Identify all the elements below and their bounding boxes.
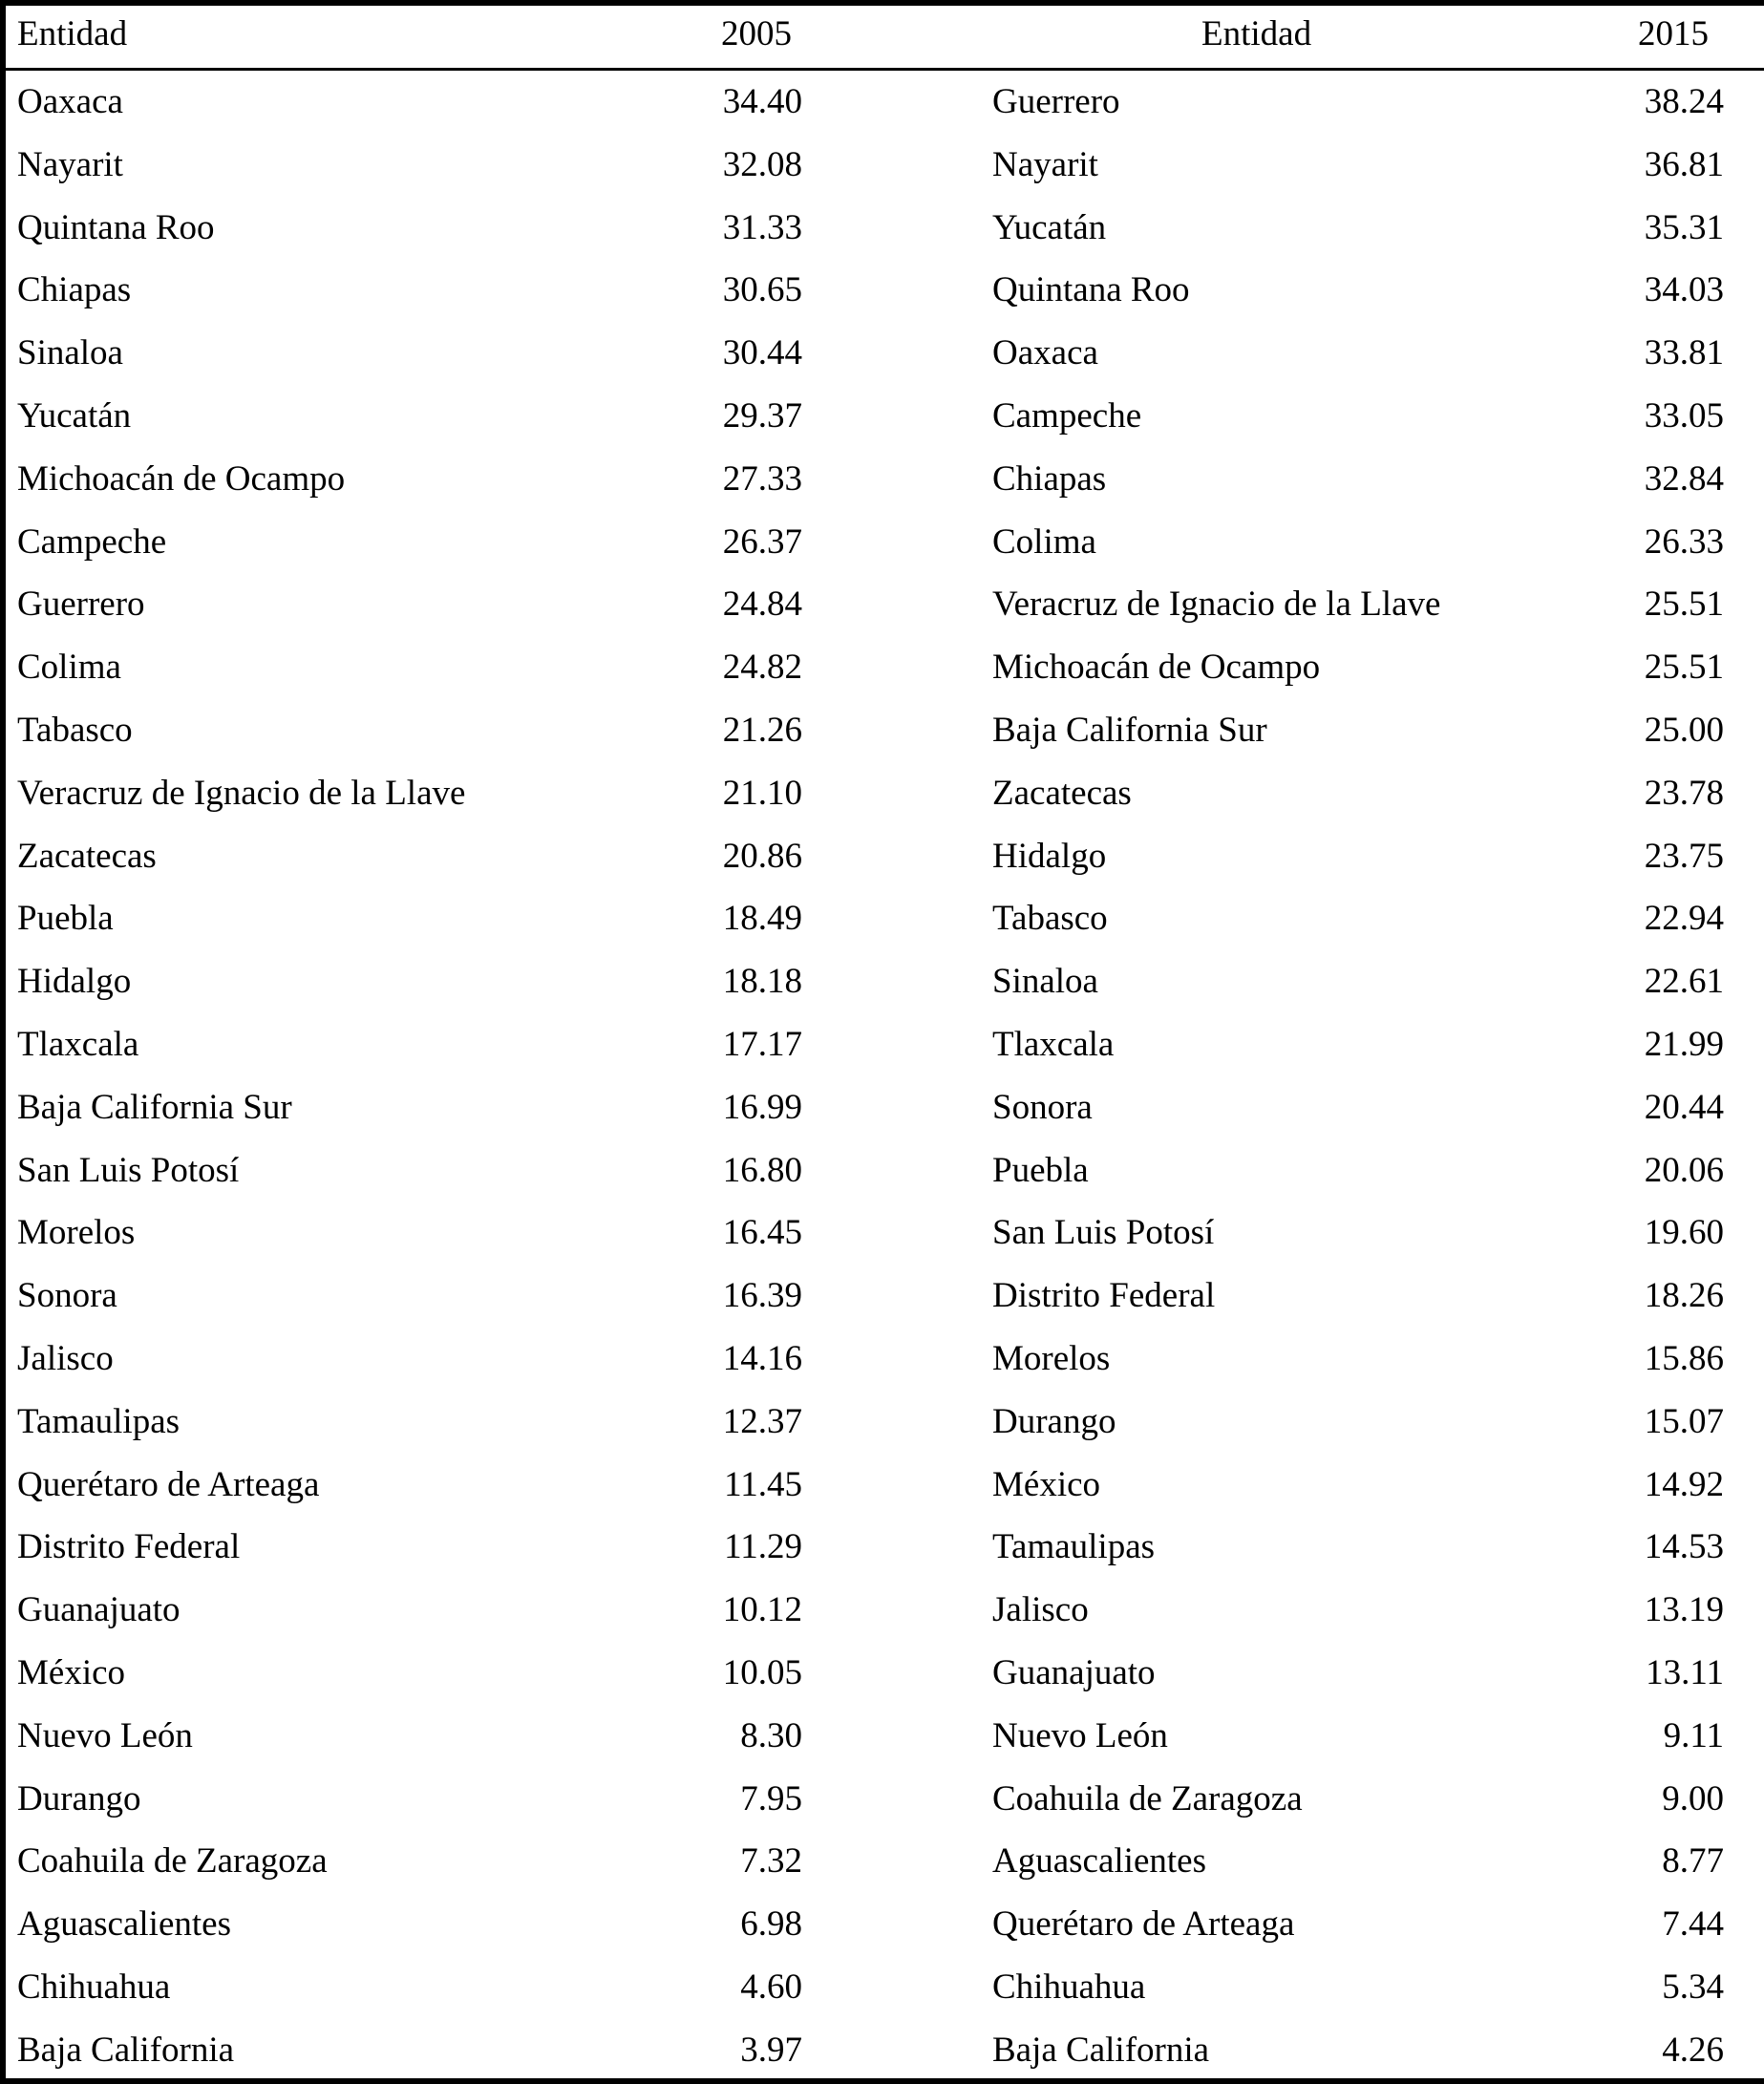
entity-name-2015: Veracruz de Ignacio de la Llave [992,585,1441,624]
entity-name-2005: México [17,1653,126,1692]
value-2005: 34.40 [722,82,802,121]
value-2005: 18.18 [722,962,802,1001]
entity-name-2015: Chihuahua [992,1967,1146,2007]
entity-name-2005: Coahuila de Zaragoza [17,1841,328,1881]
entity-name-2005: Morelos [17,1213,136,1252]
value-2015: 13.11 [1646,1653,1724,1692]
entity-name-2015: Tamaulipas [992,1527,1156,1566]
value-2015: 25.51 [1644,648,1724,687]
entity-name-2005: Hidalgo [17,962,132,1001]
value-2015: 8.77 [1662,1841,1724,1881]
value-2005: 17.17 [722,1025,802,1064]
entity-name-2015: Nuevo León [992,1716,1168,1755]
entity-name-2005: Veracruz de Ignacio de la Llave [17,774,466,813]
value-2015: 19.60 [1644,1213,1724,1252]
value-2005: 6.98 [740,1904,802,1944]
value-2015: 22.61 [1644,962,1724,1001]
entity-name-2005: Campeche [17,522,167,562]
value-2015: 26.33 [1644,522,1724,562]
entity-name-2005: Oaxaca [17,82,123,121]
value-2005: 16.45 [722,1213,802,1252]
entity-name-2015: Tlaxcala [992,1025,1115,1064]
entity-name-2015: Zacatecas [992,774,1132,813]
value-2005: 16.80 [722,1151,802,1190]
entity-name-2015: Guanajuato [992,1653,1156,1692]
value-2015: 33.81 [1644,333,1724,372]
header-entity-2005: Entidad [17,14,128,53]
entity-name-2015: Tabasco [992,899,1108,938]
value-2005: 10.05 [722,1653,802,1692]
entity-name-2015: Guerrero [992,82,1120,121]
entity-name-2015: Sinaloa [992,962,1098,1001]
value-2015: 7.44 [1662,1904,1724,1944]
value-2015: 35.31 [1644,208,1724,247]
entity-name-2005: Nuevo León [17,1716,193,1755]
value-2015: 21.99 [1644,1025,1724,1064]
value-2005: 7.32 [740,1841,802,1881]
value-2015: 20.06 [1644,1151,1724,1190]
value-2015: 38.24 [1644,82,1724,121]
entity-name-2015: San Luis Potosí [992,1213,1215,1252]
header-entity-2015: Entidad [1201,14,1312,53]
entity-name-2015: Puebla [992,1151,1089,1190]
entity-name-2005: Colima [17,648,121,687]
entity-name-2005: Distrito Federal [17,1527,241,1566]
entity-name-2015: Baja California Sur [992,711,1267,750]
entity-name-2015: Quintana Roo [992,270,1190,309]
value-2005: 30.44 [722,333,802,372]
value-2015: 9.11 [1663,1716,1724,1755]
entity-name-2005: Zacatecas [17,837,157,876]
value-2015: 9.00 [1662,1779,1724,1818]
entity-name-2015: Durango [992,1402,1116,1441]
value-2005: 18.49 [722,899,802,938]
value-2005: 11.29 [724,1527,802,1566]
entity-name-2015: Michoacán de Ocampo [992,648,1321,687]
entity-name-2005: Durango [17,1779,141,1818]
value-2005: 32.08 [722,145,802,184]
value-2005: 29.37 [722,396,802,436]
value-2015: 23.78 [1644,774,1724,813]
value-2015: 22.94 [1644,899,1724,938]
value-2005: 21.10 [722,774,802,813]
value-2005: 16.99 [722,1088,802,1127]
value-2015: 36.81 [1644,145,1724,184]
entity-name-2005: Querétaro de Arteaga [17,1465,320,1504]
entity-name-2005: Sonora [17,1276,117,1315]
entity-name-2005: San Luis Potosí [17,1151,240,1190]
entity-name-2015: Campeche [992,396,1142,436]
value-2015: 33.05 [1644,396,1724,436]
value-2005: 27.33 [722,459,802,499]
value-2005: 14.16 [722,1339,802,1378]
value-2005: 7.95 [740,1779,802,1818]
entity-name-2015: Colima [992,522,1096,562]
entity-name-2015: Chiapas [992,459,1107,499]
entity-name-2005: Guerrero [17,585,145,624]
entity-name-2005: Nayarit [17,145,123,184]
entity-name-2015: Sonora [992,1088,1093,1127]
value-2005: 31.33 [722,208,802,247]
value-2005: 3.97 [740,2031,802,2070]
entity-name-2015: Distrito Federal [992,1276,1216,1315]
entity-name-2015: México [992,1465,1101,1504]
entity-name-2005: Quintana Roo [17,208,215,247]
entity-name-2005: Yucatán [17,396,132,436]
value-2015: 5.34 [1662,1967,1724,2007]
value-2005: 30.65 [722,270,802,309]
value-2005: 26.37 [722,522,802,562]
entity-name-2005: Jalisco [17,1339,114,1378]
header-year-2005: 2005 [721,14,792,53]
entity-name-2005: Guanajuato [17,1590,181,1629]
entity-name-2015: Querétaro de Arteaga [992,1904,1295,1944]
value-2015: 4.26 [1662,2031,1724,2070]
entity-name-2005: Sinaloa [17,333,123,372]
value-2005: 20.86 [722,837,802,876]
value-2005: 16.39 [722,1276,802,1315]
header-year-2015: 2015 [1638,14,1709,53]
value-2015: 15.07 [1644,1402,1724,1441]
value-2015: 15.86 [1644,1339,1724,1378]
entity-name-2015: Nayarit [992,145,1098,184]
value-2005: 21.26 [722,711,802,750]
value-2015: 13.19 [1644,1590,1724,1629]
entity-name-2015: Jalisco [992,1590,1089,1629]
entity-name-2015: Morelos [992,1339,1111,1378]
value-2005: 4.60 [740,1967,802,2007]
value-2015: 32.84 [1644,459,1724,499]
entity-name-2005: Michoacán de Ocampo [17,459,346,499]
value-2005: 11.45 [724,1465,802,1504]
entity-name-2005: Baja California Sur [17,1088,292,1127]
value-2015: 25.00 [1644,711,1724,750]
entity-name-2005: Tamaulipas [17,1402,181,1441]
value-2015: 14.53 [1644,1527,1724,1566]
entity-name-2005: Tabasco [17,711,133,750]
entity-name-2005: Tlaxcala [17,1025,139,1064]
value-2005: 10.12 [722,1590,802,1629]
entity-name-2005: Aguascalientes [17,1904,231,1944]
entity-name-2015: Oaxaca [992,333,1098,372]
value-2015: 18.26 [1644,1276,1724,1315]
entity-name-2015: Coahuila de Zaragoza [992,1779,1303,1818]
entity-name-2015: Baja California [992,2031,1210,2070]
entity-name-2005: Chihuahua [17,1967,171,2007]
value-2005: 24.84 [722,585,802,624]
value-2015: 23.75 [1644,837,1724,876]
entity-name-2005: Chiapas [17,270,132,309]
value-2015: 34.03 [1644,270,1724,309]
value-2015: 14.92 [1644,1465,1724,1504]
entity-name-2005: Puebla [17,899,114,938]
value-2005: 8.30 [740,1716,802,1755]
entity-name-2015: Aguascalientes [992,1841,1206,1881]
value-2005: 12.37 [722,1402,802,1441]
value-2015: 20.44 [1644,1088,1724,1127]
value-2015: 25.51 [1644,585,1724,624]
value-2005: 24.82 [722,648,802,687]
entity-name-2015: Hidalgo [992,837,1107,876]
entity-name-2015: Yucatán [992,208,1107,247]
entity-name-2005: Baja California [17,2031,235,2070]
